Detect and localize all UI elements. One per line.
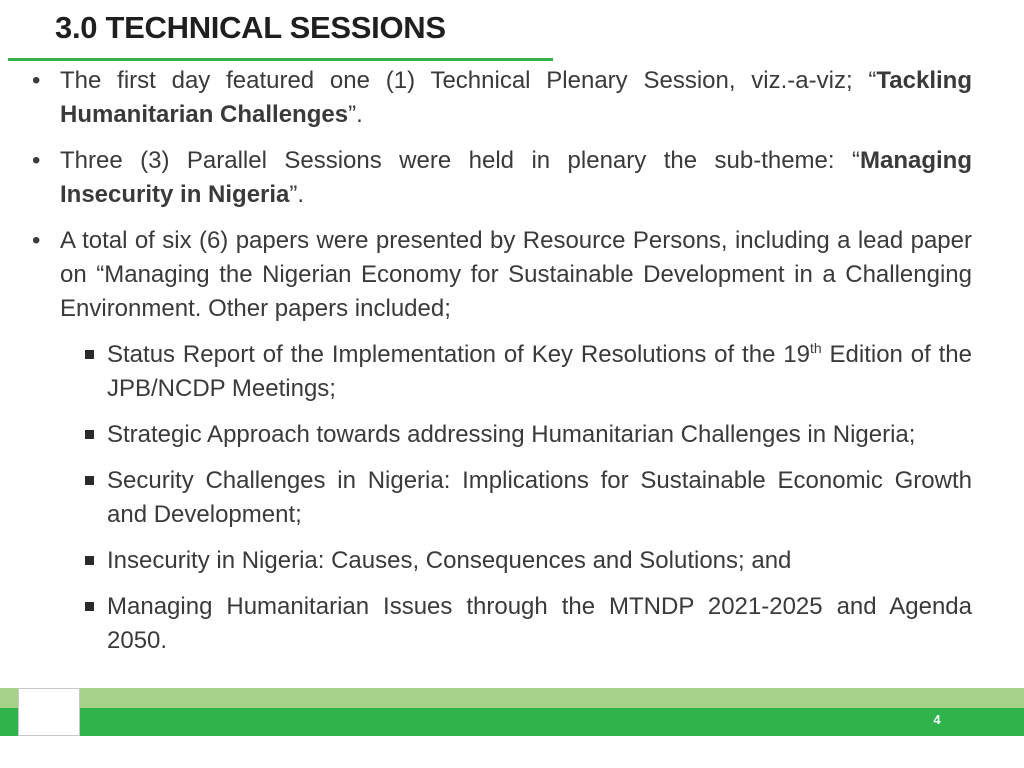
sub-bullet-text: Status Report of the Implementation of Key Resolutions of the 19 xyxy=(107,341,810,368)
bullet-bold-text: Tackling Humanitarian Challenges xyxy=(60,67,972,128)
slide-title: 3.0 TECHNICAL SESSIONS xyxy=(55,10,446,45)
square-bullet-icon xyxy=(85,602,94,611)
sub-bullet-text-end: Edition of the JPB/NCDP Meetings; xyxy=(107,341,972,402)
footer-band-light xyxy=(0,688,1024,708)
title-underline xyxy=(8,58,553,61)
bullet-text: Three (3) Parallel Sessions were held in plenary the sub-theme: “ xyxy=(60,147,860,174)
sub-bullet-text: Security Challenges in Nigeria: Implications for Sustainable Economic Growth and Development; xyxy=(107,467,972,528)
footer-logo-box xyxy=(18,688,80,736)
bullet-text-end: ”. xyxy=(348,101,363,128)
sub-bullet-text: Insecurity in Nigeria: Causes, Consequences and Solutions; and xyxy=(107,547,792,574)
footer-band-dark xyxy=(0,708,1024,736)
sub-bullet-text: Managing Humanitarian Issues through the MTNDP 2021-2025 and Agenda 2050. xyxy=(107,593,972,654)
bullet-item xyxy=(30,224,972,326)
bullet-item xyxy=(30,64,972,132)
square-bullet-icon xyxy=(85,476,94,485)
sub-bullet-item xyxy=(30,418,972,452)
bullet-dot-icon: • xyxy=(32,227,41,254)
sub-bullet-list xyxy=(30,338,972,658)
sub-bullet-item xyxy=(30,590,972,658)
square-bullet-icon xyxy=(85,556,94,565)
bullet-text: The first day featured one (1) Technical Plenary Session, viz.-a-viz; “ xyxy=(60,67,877,94)
sub-bullet-item xyxy=(30,464,972,532)
square-bullet-icon xyxy=(85,430,94,439)
sub-bullet-item xyxy=(30,338,972,406)
bullet-dot-icon: • xyxy=(32,147,41,174)
superscript: th xyxy=(809,340,822,356)
bullet-text: A total of six (6) papers were presented by Resource Persons, including a lead paper on “Managing the Nigerian Economy for Sustainable Development in a Challenging Environment. Other papers included; xyxy=(60,227,972,322)
sub-bullet-text: Strategic Approach towards addressing Humanitarian Challenges in Nigeria; xyxy=(107,421,916,448)
page-number: 4 xyxy=(933,712,941,727)
bullet-dot-icon: • xyxy=(32,67,41,94)
sub-bullet-item xyxy=(30,544,972,578)
bullet-item xyxy=(30,144,972,212)
slide-content xyxy=(30,64,972,670)
bullet-bold-text: Managing Insecurity in Nigeria xyxy=(60,147,972,208)
square-bullet-icon xyxy=(85,350,94,359)
bullet-text-end: ”. xyxy=(289,181,305,208)
